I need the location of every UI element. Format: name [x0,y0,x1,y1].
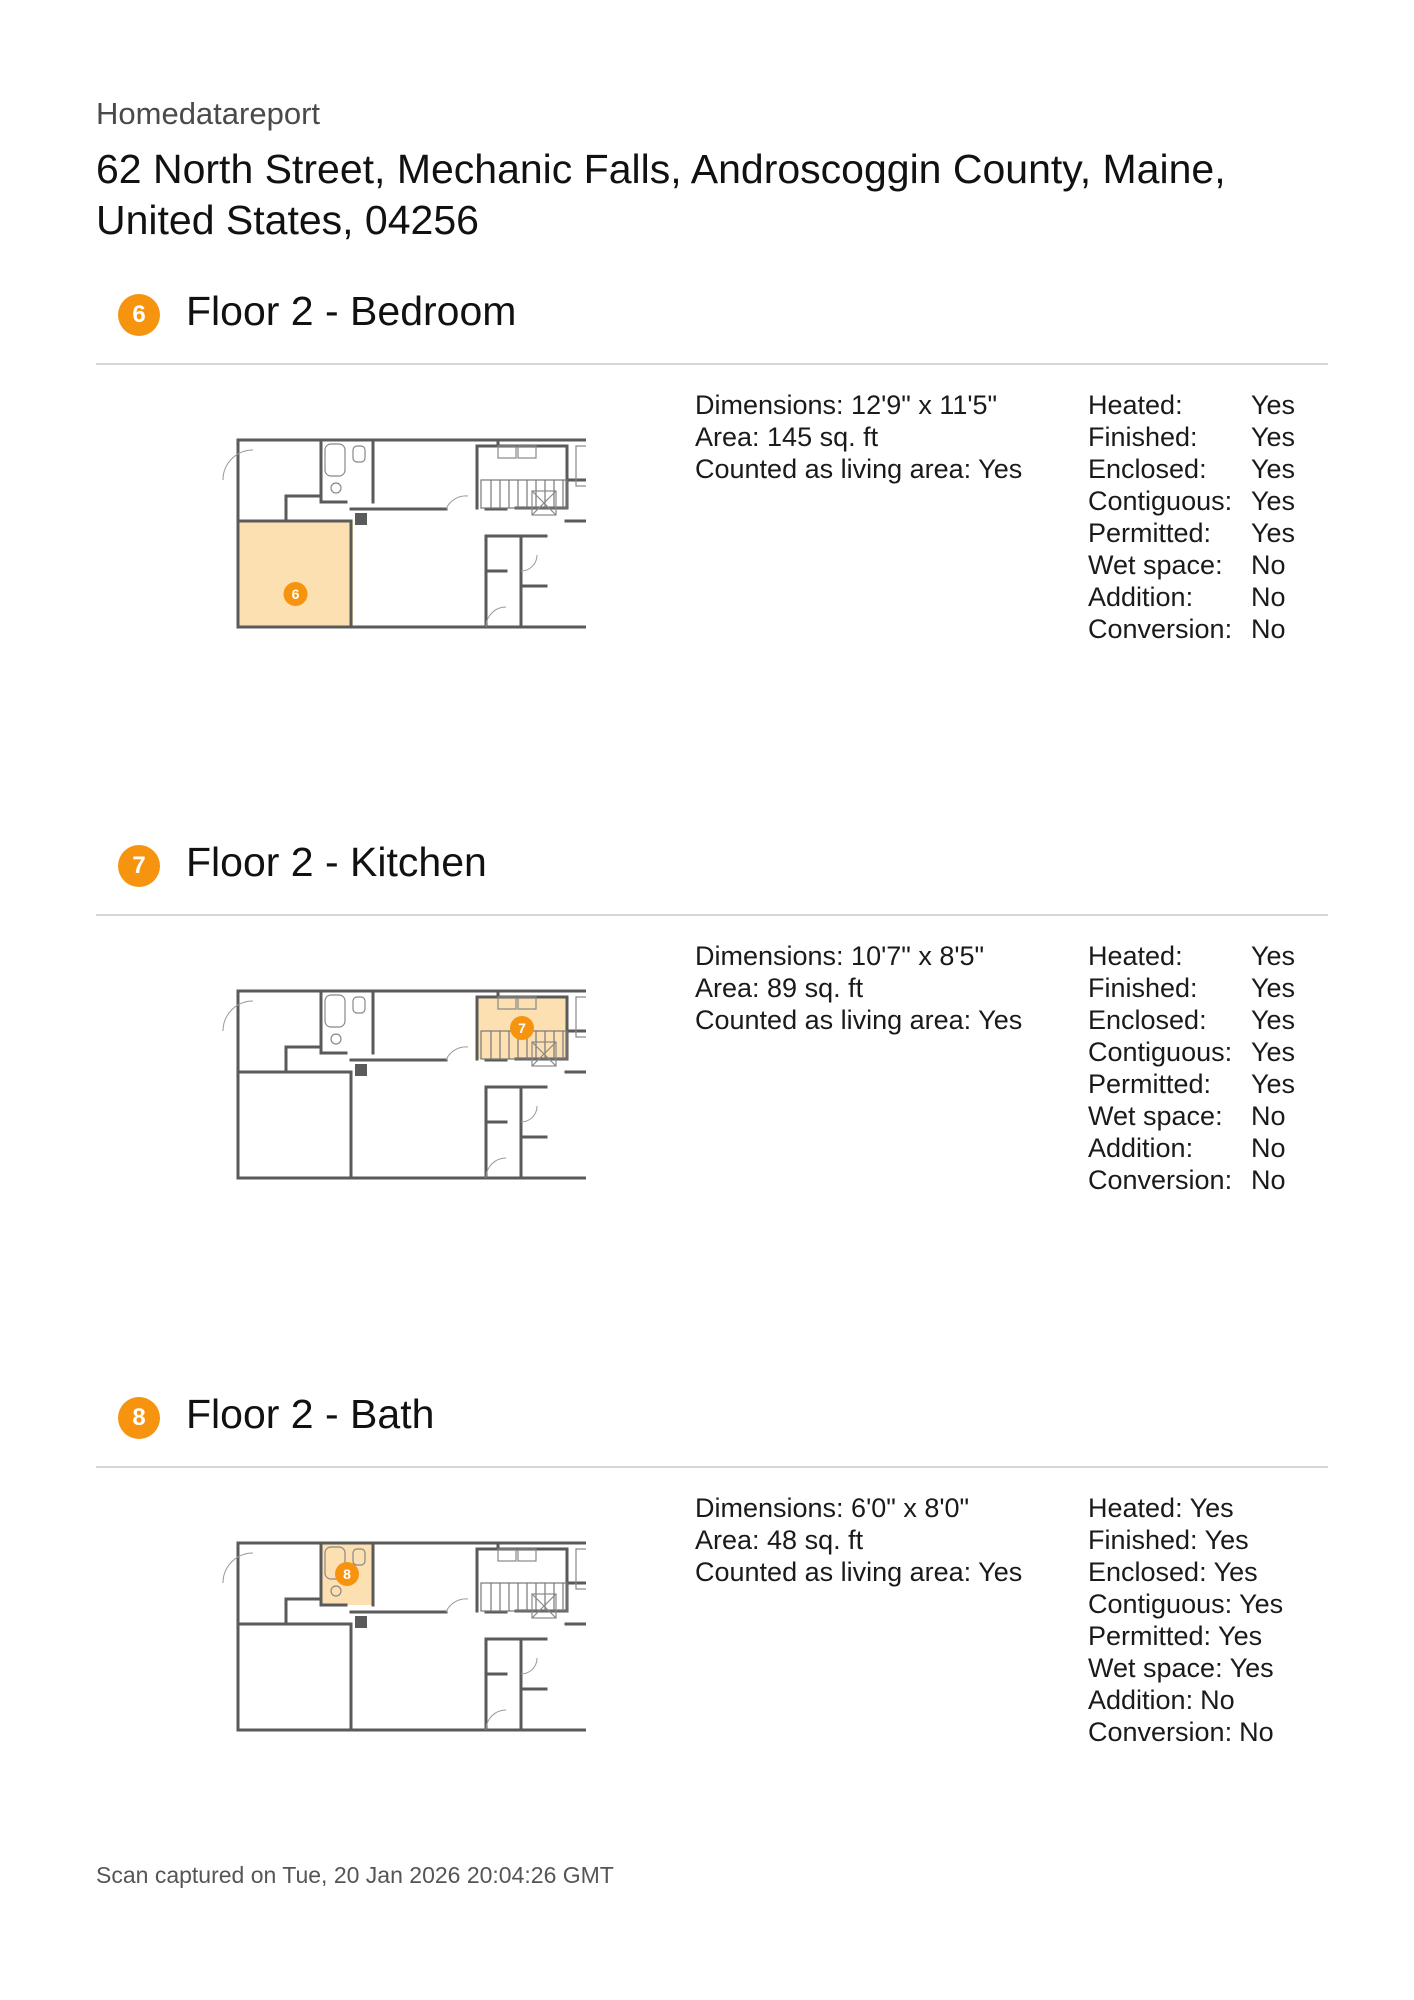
floor-plan [146,396,586,636]
chimney-block [355,513,367,525]
room-number-badge: 7 [118,845,160,887]
property-value: Yes [1251,518,1296,548]
property-row [1088,453,1295,485]
door-swing [521,1106,537,1122]
room-dimensions: Dimensions: 10'7" x 8'5" [695,941,985,971]
door-swing [521,1658,537,1674]
property-label: Addition: [1088,1685,1194,1715]
room-marker-label: 6 [291,586,300,602]
room-marker-label: 8 [343,1566,351,1582]
room-section-header [96,1389,1328,1468]
property-row [1088,421,1295,453]
stairs [481,1583,567,1611]
room-section-header [96,837,1328,916]
room-properties [1088,940,1295,1196]
property-row [1088,485,1295,517]
room-properties [1088,1492,1283,1748]
property-value: Yes [1251,454,1296,484]
property-label: Enclosed: [1088,1005,1207,1035]
floor-plan [146,1499,586,1739]
stairs [481,480,567,508]
outer-wall [238,1543,586,1730]
property-row [1088,581,1295,613]
room-number-badge: 8 [118,1397,160,1439]
property-value: No [1251,1165,1286,1195]
property-label: Enclosed: [1088,1557,1207,1587]
room-details [695,1492,1022,1588]
door-swing [486,607,506,627]
room-section-bath [96,1389,1328,1909]
room-details [695,389,1022,485]
sink-icon [331,1034,341,1044]
room-section-header [96,286,1328,365]
floor-plan-thumbnail [146,1499,586,1739]
property-label: Heated: [1088,941,1183,971]
property-label: Heated: [1088,390,1183,420]
counter-icon [518,446,536,458]
room-area: Area: 48 sq. ft [695,1525,864,1555]
property-label: Finished: [1088,1525,1198,1555]
counter-icon [518,1549,536,1561]
property-label: Addition: [1088,582,1194,612]
walls [238,1543,586,1730]
door-swing [446,1047,468,1060]
property-value: No [1251,1133,1286,1163]
stove-icon [498,446,516,458]
toilet-icon [353,446,365,462]
room-section-bedroom [96,286,1328,806]
property-row [1088,389,1295,421]
toilet-icon [353,997,365,1013]
property-value: No [1251,614,1286,644]
property-row [1088,1716,1283,1748]
property-label: Heated: [1088,1493,1183,1523]
property-row [1088,517,1295,549]
property-label: Finished: [1088,422,1198,452]
property-label: Permitted: [1088,1069,1212,1099]
property-value: No [1251,582,1286,612]
room-area: Area: 145 sq. ft [695,422,879,452]
room-title: Floor 2 - Bedroom [186,288,517,334]
bathtub-icon [325,995,345,1027]
sink-icon [331,483,341,493]
property-row [1088,1588,1283,1620]
room-living-area: Counted as living area: Yes [695,1005,1023,1035]
room-dimensions: Dimensions: 6'0" x 8'0" [695,1493,970,1523]
property-value: Yes [1204,1525,1249,1555]
property-label: Wet space: [1088,550,1223,580]
property-value: Yes [1251,422,1296,452]
property-label: Contiguous: [1088,1037,1233,1067]
property-row [1088,940,1295,972]
property-label: Wet space: [1088,1101,1223,1131]
property-value: Yes [1239,1589,1284,1619]
property-row [1088,549,1295,581]
floor-plan-thumbnail [146,396,586,636]
property-value: Yes [1218,1621,1263,1651]
chimney-block [355,1064,367,1076]
property-label: Finished: [1088,973,1198,1003]
property-value: Yes [1251,973,1296,1003]
property-value: Yes [1251,390,1296,420]
stove-icon [498,1549,516,1561]
property-row [1088,1068,1295,1100]
property-label: Conversion: [1088,1165,1233,1195]
property-row [1088,1100,1295,1132]
floor-plan-thumbnail [146,947,586,1187]
bathtub-icon [325,444,345,476]
room-living-area: Counted as living area: Yes [695,454,1023,484]
highlighted-room [238,521,353,627]
door-swing [446,496,468,509]
property-value: Yes [1251,1005,1296,1035]
property-row [1088,1036,1295,1068]
property-label: Permitted: [1088,518,1212,548]
property-row [1088,1492,1283,1524]
property-value: Yes [1189,1493,1234,1523]
room-area: Area: 89 sq. ft [695,973,864,1003]
property-value: Yes [1251,486,1296,516]
property-label: Conversion: [1088,614,1233,644]
room-properties [1088,389,1295,645]
property-row [1088,1524,1283,1556]
property-value: Yes [1251,1037,1296,1067]
property-label: Addition: [1088,1133,1194,1163]
brand-name: Homedatareport [96,96,321,131]
room-marker-label: 7 [518,1020,526,1036]
property-value: No [1239,1717,1274,1747]
room-number-badge: 6 [118,294,160,336]
property-label: Enclosed: [1088,454,1207,484]
property-value: Yes [1251,941,1296,971]
property-value: Yes [1229,1653,1274,1683]
property-value: No [1200,1685,1235,1715]
property-row [1088,1004,1295,1036]
property-label: Contiguous: [1088,1589,1233,1619]
property-label: Conversion: [1088,1717,1233,1747]
door-swing [486,1158,506,1178]
property-row [1088,1684,1283,1716]
property-row [1088,1556,1283,1588]
property-value: No [1251,550,1286,580]
floor-plan [146,947,586,1187]
room-dimensions: Dimensions: 12'9" x 11'5" [695,390,998,420]
property-value: Yes [1213,1557,1258,1587]
property-row [1088,613,1295,645]
room-title: Floor 2 - Kitchen [186,839,487,885]
room-details [695,940,1022,1036]
property-row [1088,1620,1283,1652]
property-label: Permitted: [1088,1621,1212,1651]
property-value: Yes [1251,1069,1296,1099]
doors [223,1553,537,1730]
property-row [1088,1164,1295,1196]
chimney-block [355,1616,367,1628]
room-title: Floor 2 - Bath [186,1391,435,1437]
scan-timestamp: Scan captured on Tue, 20 Jan 2026 20:04:26 GMT [96,1862,614,1888]
property-address: 62 North Street, Mechanic Falls, Androscoggin County, Maine, United States, 04256 [96,146,1226,243]
room-section-kitchen [96,837,1328,1357]
room-living-area: Counted as living area: Yes [695,1557,1023,1587]
door-swing [521,555,537,571]
property-row [1088,1132,1295,1164]
property-value: No [1251,1101,1286,1131]
property-label: Wet space: [1088,1653,1223,1683]
door-swing [446,1599,468,1612]
door-swing [486,1710,506,1730]
property-row [1088,1652,1283,1684]
property-row [1088,972,1295,1004]
property-label: Contiguous: [1088,486,1233,516]
